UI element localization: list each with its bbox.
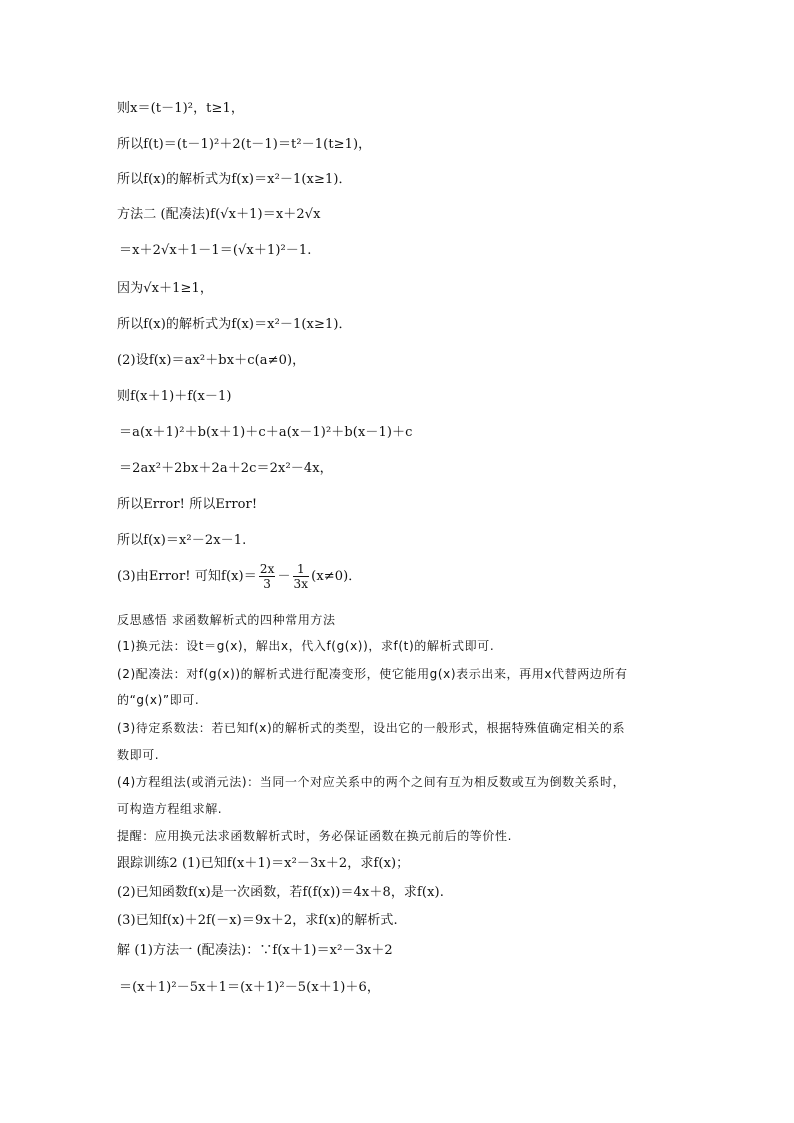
solution-line: ＝(x＋1)²－5x＋1＝(x＋1)²－5(x＋1)＋6， — [119, 980, 380, 995]
fraction — [293, 562, 310, 591]
reflection-item: (1)换元法：设t＝g(x)，解出x，代入f(g(x))，求f(t)的解析式即可. — [117, 639, 495, 653]
reflection-item: 数即可. — [117, 748, 160, 762]
fraction-numerator: 2x — [259, 562, 275, 576]
formula-suffix: (x≠0)． — [311, 569, 362, 584]
text-line: 因为√x＋1≥1， — [117, 281, 213, 296]
training-item: 跟踪训练2 (1)已知f(x＋1)＝x²－3x＋2，求f(x)； — [117, 856, 410, 871]
reflection-item: 的“g(x)”即可. — [117, 693, 200, 707]
reflection-item: (4)方程组法(或消元法)：当同一个对应关系中的两个之间有互为相反数或互为倒数关系时， — [117, 775, 626, 789]
text-line: ＝2ax²＋2bx＋2a＋2c＝2x²－4x， — [119, 461, 333, 476]
text-line: 所以f(x)的解析式为f(x)＝x²－1(x≥1)． — [117, 172, 352, 187]
formula-line — [117, 562, 361, 591]
training-item: (2)已知函数f(x)是一次函数，若f(f(x))＝4x＋8，求f(x). — [117, 885, 444, 900]
text-line: (2)设f(x)＝ax²＋bx＋c(a≠0)， — [117, 353, 306, 368]
solution-line: 解 (1)方法一 (配凑法)：∵f(x＋1)＝x²－3x＋2 — [117, 943, 393, 958]
text-line: 则x＝(t－1)²，t≥1， — [117, 101, 244, 116]
reflection-heading: 反思感悟 求函数解析式的四种常用方法 — [117, 613, 336, 627]
reflection-note: 提醒：应用换元法求函数解析式时，务必保证函数在换元前后的等价性. — [117, 829, 513, 843]
formula-prefix: (3)由Error! 可知f(x)＝ — [117, 569, 257, 584]
fraction-denominator: 3 — [263, 577, 271, 591]
fraction — [259, 562, 276, 591]
text-line: ＝a(x＋1)²＋b(x＋1)＋c＋a(x－1)²＋b(x－1)＋c — [119, 425, 413, 440]
fraction-denominator: 3x — [293, 577, 309, 591]
text-line: 所以f(t)＝(t－1)²＋2(t－1)＝t²－1(t≥1)， — [117, 137, 372, 152]
text-line: ＝x＋2√x＋1－1＝(√x＋1)²－1. — [119, 243, 312, 258]
minus-sign: － — [277, 569, 291, 584]
text-line: 所以f(x)＝x²－2x－1. — [117, 533, 247, 548]
reflection-item: (3)待定系数法：若已知f(x)的解析式的类型，设出它的一般形式，根据特殊值确定相关的系 — [117, 721, 626, 735]
reflection-item: 可构造方程组求解. — [117, 802, 223, 816]
reflection-item: (2)配凑法：对f(g(x))的解析式进行配凑变形，使它能用g(x)表示出来，再用x代替两边所有 — [117, 667, 628, 681]
text-line: 所以f(x)的解析式为f(x)＝x²－1(x≥1)． — [117, 317, 352, 332]
text-line: 方法二 (配凑法)f(√x＋1)＝x＋2√x — [117, 207, 321, 222]
training-item: (3)已知f(x)＋2f(－x)＝9x＋2，求f(x)的解析式. — [117, 913, 398, 928]
fraction-numerator: 1 — [293, 562, 310, 577]
text-line: 所以Error! 所以Error! — [117, 497, 258, 512]
text-line: 则f(x＋1)＋f(x－1) — [117, 389, 232, 404]
